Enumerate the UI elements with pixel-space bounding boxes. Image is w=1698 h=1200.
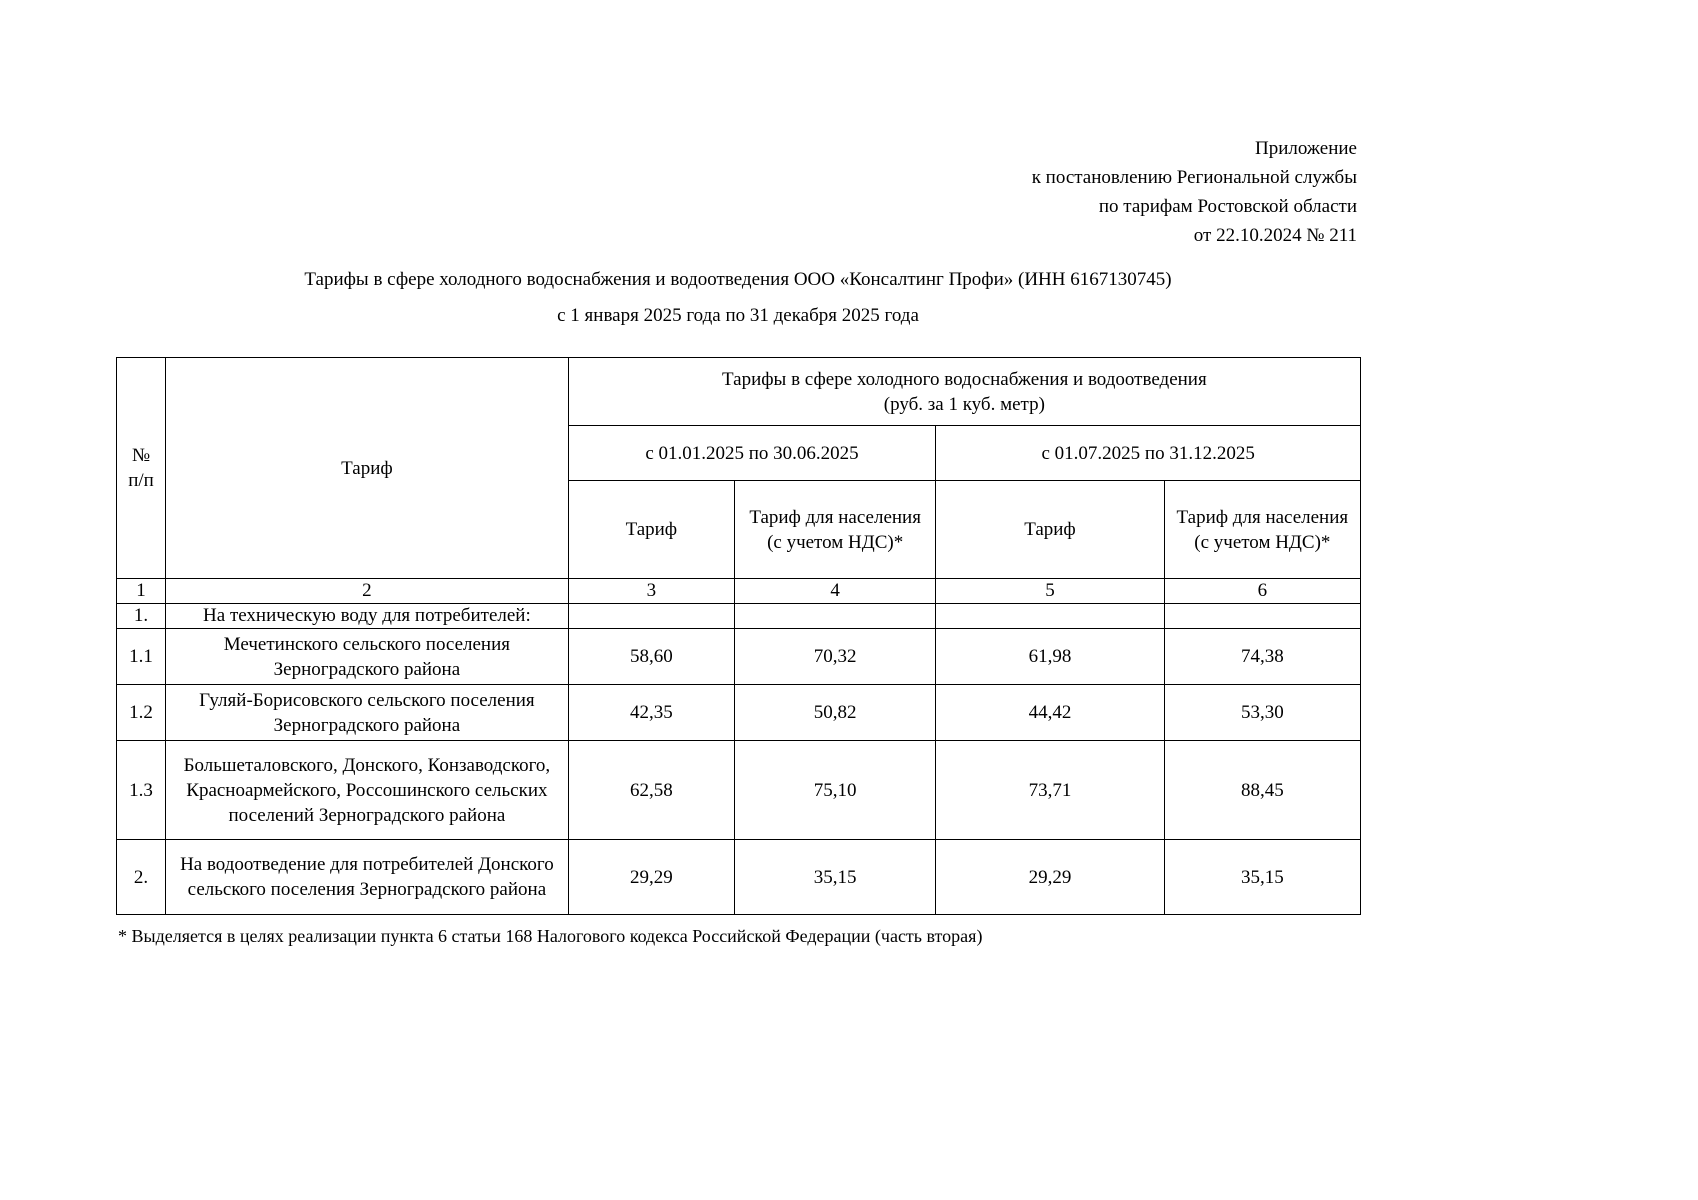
row-value: 35,15 [1164, 840, 1360, 915]
row-value: 61,98 [936, 629, 1164, 685]
header-group-title: Тарифы в сфере холодного водоснабжения и водоотведения [722, 368, 1207, 390]
row-number: 1.1 [117, 629, 166, 685]
tariff-table [116, 357, 1361, 915]
row-name [166, 741, 569, 840]
footnote: * Выделяется в целях реализации пункта 6 статьи 168 Налогового кодекса Российской Федерации (часть вторая) [118, 926, 983, 946]
document-subtitle: с 1 января 2025 года по 31 декабря 2025 года [557, 305, 919, 326]
header-population-vat: (с учетом НДС)* [767, 531, 904, 553]
row-name-line: поселений Зерноградского района [228, 804, 506, 826]
row-number: 1. [117, 604, 166, 629]
table-row [117, 840, 1361, 915]
table-row [117, 685, 1361, 741]
row-number: 1.3 [117, 741, 166, 840]
header-tariff-name-cell: Тариф [166, 358, 569, 579]
row-value: 88,45 [1164, 741, 1360, 840]
header-number-cell [117, 358, 166, 579]
table-row [117, 741, 1361, 840]
header-period-1-population [734, 481, 935, 579]
row-name-line: сельского поселения Зерноградского района [187, 879, 547, 900]
row-number: 1.2 [117, 685, 166, 741]
row-name [166, 604, 569, 629]
header-period-2: с 01.07.2025 по 31.12.2025 [936, 426, 1361, 481]
row-name-line: Красноармейского, Россошинского сельских [186, 779, 548, 801]
column-number: 6 [1164, 579, 1360, 604]
row-name [166, 840, 569, 915]
column-number: 3 [568, 579, 734, 604]
header-group-unit: (руб. за 1 куб. метр) [883, 393, 1045, 415]
row-value [1164, 604, 1360, 629]
header-period-2-tariff: Тариф [936, 481, 1164, 579]
table-row [117, 604, 1361, 629]
row-value [936, 604, 1164, 629]
row-name-line: На водоотведение для потребителей Донского [180, 854, 554, 875]
column-number: 4 [734, 579, 935, 604]
appendix-line-3: по тарифам Ростовской области [1098, 196, 1357, 217]
row-name-line: Мечетинского сельского поселения [223, 633, 511, 655]
row-value: 74,38 [1164, 629, 1360, 685]
header-population-vat: (с учетом НДС)* [1194, 531, 1331, 553]
appendix-block [1032, 134, 1357, 250]
column-number: 5 [936, 579, 1164, 604]
header-period-2-population [1164, 481, 1360, 579]
row-value: 35,15 [734, 840, 935, 915]
header-group-cell [568, 358, 1360, 426]
row-number: 2. [117, 840, 166, 915]
row-value: 29,29 [936, 840, 1164, 915]
column-number: 2 [166, 579, 569, 604]
row-name-line: Гуляй-Борисовского сельского поселения [199, 689, 535, 711]
document-title: Тарифы в сфере холодного водоснабжения и водоотведения ООО «Консалтинг Профи» (ИНН 6167130745) [304, 269, 1172, 290]
row-value [568, 604, 734, 629]
row-value: 53,30 [1164, 685, 1360, 741]
header-number-abbr: п/п [128, 470, 154, 491]
row-value: 50,82 [734, 685, 935, 741]
header-number-sign: № [131, 445, 151, 466]
row-value: 44,42 [936, 685, 1164, 741]
row-value: 29,29 [568, 840, 734, 915]
row-name-line: Большеталовского, Донского, Конзаводского, [183, 754, 551, 776]
row-name-line: Зерноградского района [273, 714, 461, 736]
header-population-label: Тариф для населения [749, 506, 921, 528]
header-row-1 [117, 358, 1361, 426]
header-period-1-tariff: Тариф [568, 481, 734, 579]
row-value: 70,32 [734, 629, 935, 685]
appendix-line-1: Приложение [1255, 138, 1357, 159]
row-value: 62,58 [568, 741, 734, 840]
header-period-1: с 01.01.2025 по 30.06.2025 [568, 426, 936, 481]
column-number-row [117, 579, 1361, 604]
table-row [117, 629, 1361, 685]
appendix-line-2: к постановлению Региональной службы [1031, 167, 1357, 188]
row-name-line: На техническую воду для потребителей: [203, 605, 531, 626]
row-name [166, 629, 569, 685]
appendix-line-4: от 22.10.2024 № 211 [1193, 225, 1357, 246]
column-number: 1 [117, 579, 166, 604]
row-value [734, 604, 935, 629]
row-name-line: Зерноградского района [273, 658, 461, 680]
row-name [166, 685, 569, 741]
header-population-label: Тариф для населения [1176, 506, 1349, 528]
row-value: 42,35 [568, 685, 734, 741]
row-value: 75,10 [734, 741, 935, 840]
row-value: 73,71 [936, 741, 1164, 840]
row-value: 58,60 [568, 629, 734, 685]
